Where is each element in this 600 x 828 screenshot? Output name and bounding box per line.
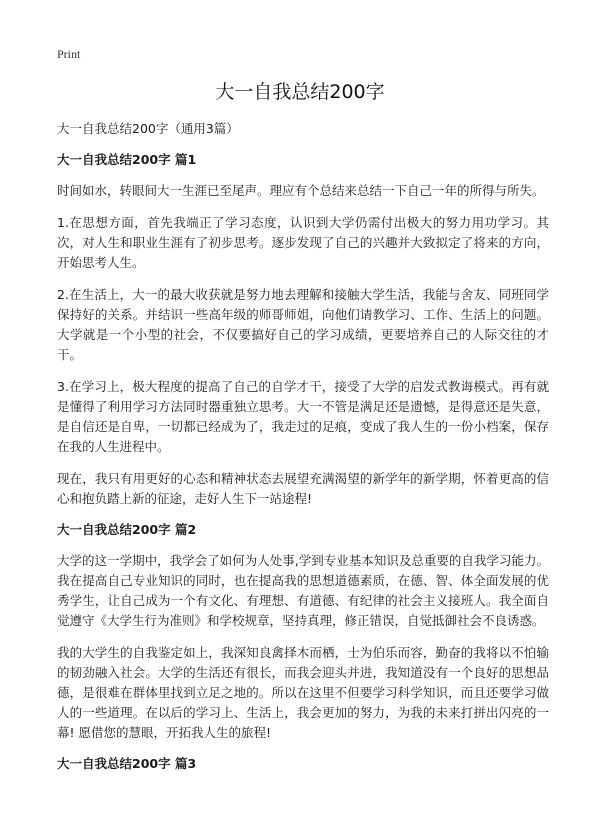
print-link[interactable]: Print: [57, 47, 81, 61]
section-1: [57, 151, 549, 509]
section-heading: 大一自我总结200字 篇1: [57, 152, 197, 167]
paragraph: 大学的这一学期中，我学会了如何为人处事,学到专业基本知识及总重要的自我学习能力。我在提高自己专业知识的同时，也在提高我的思想道德素质，在德、智、体全面发展的优秀学生，让自己成为一个有文化、有理想、有道德、有纪律的社会主义接班人。我全面自觉遵守《大学生行为准则》和学校规章，坚持真理，修正错误，自觉抵御社会不良诱惑。: [57, 553, 549, 628]
paragraph: 现在，我只有用更好的心态和精神状态去展望充满渴望的新学年的新学期，怀着更高的信心和抱负踏上新的征途，走好人生下一站途程!: [57, 471, 549, 506]
section-3: [57, 755, 549, 773]
paragraph: 1.在思想方面，首先我端正了学习态度，认识到大学仍需付出极大的努力用功学习。其次，对人生和职业生涯有了初步思考。逐步发现了自己的兴趣并大致拟定了将来的方向，开始思考人生。: [57, 215, 549, 270]
document-subtitle: 大一自我总结200字（通用3篇）: [57, 121, 239, 136]
paragraph: 3.在学习上，极大程度的提高了自己的自学才干，接受了大学的启发式教诲模式。再有就是懂得了利用学习方法同时器重独立思考。大一不管是满足还是遗憾，是得意还是失意，是自信还是自卑，一切都已经成为了，我走过的足痕，变成了我人生的一份小档案，保存在我的人生进程中。: [57, 379, 549, 454]
page-title: 大一自我总结200字: [215, 81, 385, 103]
paragraph: 时间如水，转眼间大一生涯已至尾声。理应有个总结来总结一下自己一年的所得与所失。: [57, 183, 545, 198]
section-heading: 大一自我总结200字 篇3: [57, 756, 197, 771]
section-2: [57, 521, 549, 743]
paragraph: 2.在生活上，大一的最大收获就是努力地去理解和接触大学生活，我能与舍友、同班同学保持好的关系。并结识一些高年级的师哥师姐，向他们请教学习、工作、生活上的问题。大学就是一个小型的社会，不仅要搞好自己的学习成绩，更要培养自己的人际交往的才干。: [57, 287, 549, 362]
paragraph: 我的大学生的自我鉴定如上，我深知良禽择木而栖，士为伯乐而容，勤奋的我将以不怕输的韧劲融入社会。大学的生活还有很长，而我会迎头并进，我知道没有一个良好的思想品德，是很难在群体里找到立足之地的。所以在这里不但要学习科学知识，而且还要学习做人的一些道理。在以后的学习上、生活上，我会更加的努力，为我的未来打拼出闪亮的一幕! 愿借您的慧眼，开拓我人生的旅程!: [57, 645, 549, 740]
section-heading: 大一自我总结200字 篇2: [57, 522, 197, 537]
document-body: [57, 120, 549, 785]
